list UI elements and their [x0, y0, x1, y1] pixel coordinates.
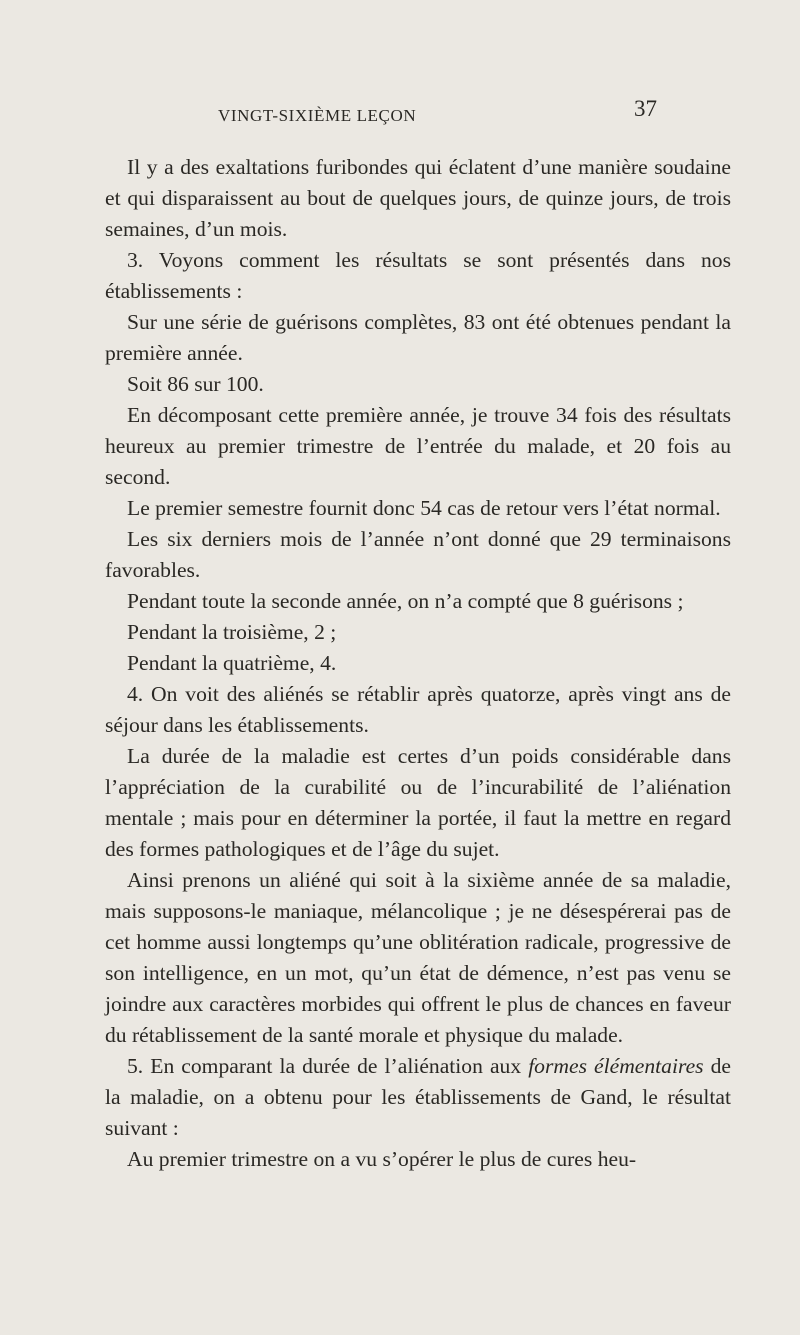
- last-line: Au premier trimestre on a vu s’opérer le plus de cures heu-: [127, 1147, 637, 1171]
- paragraph-14-before: 5. En comparant la durée de l’aliénation aux: [127, 1054, 529, 1078]
- paragraph-14: [105, 1051, 731, 1144]
- body-text: [105, 152, 731, 1175]
- paragraph-4: Soit 86 sur 100.: [127, 372, 264, 396]
- running-head: [0, 96, 800, 136]
- paragraph-14-after: de la maladie, on a obtenu pour les établissements de Gand, le résultat suivant :: [105, 1054, 731, 1140]
- paragraph-6: Le premier semestre fournit donc 54 cas de retour vers l’état normal.: [127, 496, 721, 520]
- paragraph-13: Ainsi prenons un aliéné qui soit à la sixième année de sa maladie, mais supposons-le maniaque, mélancolique ; je ne désespérerai pas de cet homme aussi longtemps qu’une oblitération radicale, progressive de son intelligence, en un mot, qu’un état de démence, n’est pas venu se joindre aux caractères morbides qui offrent le plus de chances en faveur du rétablissement de la santé morale et physique du malade.: [105, 868, 731, 1047]
- paragraph-3: Sur une série de guérisons complètes, 83 ont été obtenues pendant la première année.: [105, 310, 731, 365]
- page-number: 37: [634, 96, 657, 121]
- paragraph-2: 3. Voyons comment les résultats se sont présentés dans nos établissements :: [105, 248, 731, 303]
- running-title: VINGT-SIXIÈME LEÇON: [218, 106, 417, 125]
- paragraph-12: La durée de la maladie est certes d’un poids considérable dans l’appréciation de la curabilité ou de l’incurabilité de l’aliénation mentale ; mais pour en déterminer la portée, il faut la mettre en regard des formes pathologiques et de l’âge du sujet.: [105, 744, 731, 861]
- paragraph-14-italic: formes élémentaires: [528, 1054, 704, 1078]
- paragraph-10: Pendant la quatrième, 4.: [127, 651, 337, 675]
- paragraph-11: 4. On voit des aliénés se rétablir après quatorze, après vingt ans de séjour dans les établissements.: [105, 682, 731, 737]
- paragraph-8: Pendant toute la seconde année, on n’a compté que 8 guérisons ;: [127, 589, 684, 613]
- paragraph-7: Les six derniers mois de l’année n’ont donné que 29 terminaisons favorables.: [105, 527, 731, 582]
- paragraph-1: Il y a des exaltations furibondes qui éclatent d’une manière soudaine et qui disparaissent au bout de quelques jours, de quinze jours, de trois semaines, d’un mois.: [105, 155, 731, 241]
- paragraph-9: Pendant la troisième, 2 ;: [127, 620, 337, 644]
- paragraph-5: En décomposant cette première année, je trouve 34 fois des résultats heureux au premier trimestre de l’entrée du malade, et 20 fois au second.: [105, 403, 731, 489]
